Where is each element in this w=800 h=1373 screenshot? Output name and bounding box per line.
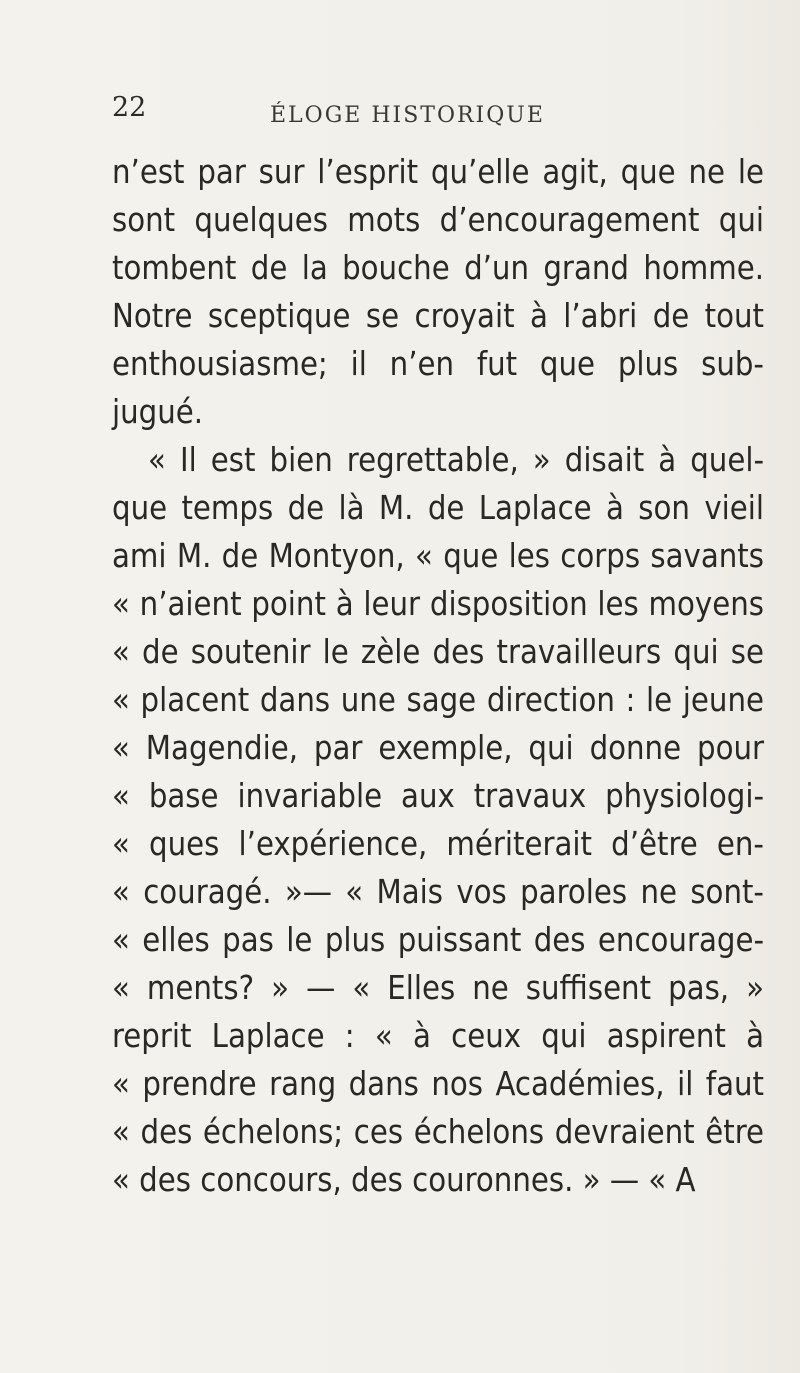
text-line: « des échelons; ces échelons devraient être bbox=[112, 1113, 764, 1151]
text-line: « Magendie, par exemple, qui donne pour bbox=[112, 729, 764, 767]
text-line: « base invariable aux travaux physiologi- bbox=[112, 777, 764, 815]
text-line: « placent dans une sage direction : le jeune bbox=[112, 681, 764, 719]
text-line: « de soutenir le zèle des travailleurs qui se bbox=[112, 633, 764, 671]
text-line: que temps de là M. de Laplace à son vieil bbox=[112, 489, 764, 527]
text-line: « des concours, des couronnes. » — « A bbox=[112, 1161, 696, 1199]
running-head: ÉLOGE HISTORIQUE bbox=[270, 103, 545, 128]
text-line: « elles pas le plus puissant des encourage- bbox=[112, 921, 764, 959]
text-line: « ques l’expérience, mériterait d’être en- bbox=[112, 825, 764, 863]
text-line: n’est par sur l’esprit qu’elle agit, que ne le bbox=[112, 153, 764, 191]
text-line: « ments? » — « Elles ne suffisent pas, » bbox=[112, 969, 764, 1007]
text-line: sont quelques mots d’encouragement qui bbox=[112, 201, 764, 239]
text-line: tombent de la bouche d’un grand homme. bbox=[112, 249, 764, 287]
text-line: jugué. bbox=[112, 393, 204, 431]
text-line: reprit Laplace : « à ceux qui aspirent à bbox=[112, 1017, 764, 1055]
text-line: « prendre rang dans nos Académies, il faut bbox=[112, 1065, 764, 1103]
body-text bbox=[112, 148, 764, 1204]
text-line: « Il est bien regrettable, » disait à quel- bbox=[148, 441, 764, 479]
text-line: ami M. de Montyon, « que les corps savants bbox=[112, 537, 764, 575]
text-line: « n’aient point à leur disposition les moyens bbox=[112, 585, 764, 623]
text-line: enthousiasme; il n’en fut que plus sub- bbox=[112, 345, 764, 383]
text-line: « couragé. »— « Mais vos paroles ne sont- bbox=[112, 873, 764, 911]
page-number: 22 bbox=[112, 92, 147, 123]
text-line: Notre sceptique se croyait à l’abri de tout bbox=[112, 297, 764, 335]
